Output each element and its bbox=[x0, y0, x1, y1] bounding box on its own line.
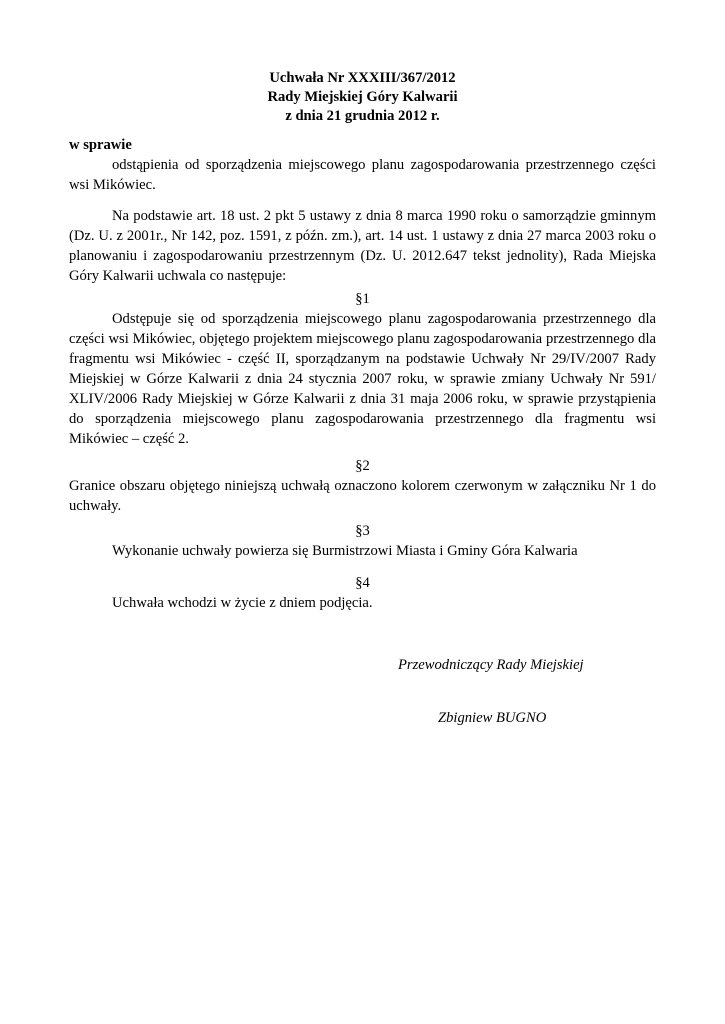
preamble: Na podstawie art. 18 ust. 2 pkt 5 ustawy z dnia 8 marca 1990 roku o samorządzie gminnym (Dz. U. z 2001r., Nr 142, poz. 1591, z późn. zm.), art. 14 ust. 1 ustawy z dnia 27 marca 2003 roku o planowaniu i zagospodarowaniu przestrzennym (Dz. U. 2012.647 tekst jednolity), Rada Miejska Góry Kalwarii uchwala co następuje: bbox=[69, 208, 656, 284]
subject-text: odstąpienia od sporządzenia miejscowego planu zagospodarowania przestrzennego części wsi Mikówiec. bbox=[69, 157, 656, 193]
section-2-mark: §2 bbox=[355, 458, 370, 474]
section-3-mark: §3 bbox=[355, 523, 370, 539]
resolution-council: Rady Miejskiej Góry Kalwarii bbox=[267, 89, 458, 105]
section-1-text: Odstępuje się od sporządzenia miejscowego planu zagospodarowania przestrzennego dla części wsi Mikówiec, objętego projektem miejscowego planu zagospodarowania przestrzennego dla fragmentu wsi Mikówiec - część II, sporządzanym na podstawie Uchwały Nr 29/IV/2007 Rady Miejskiej w Górze Kalwarii z dnia 24 stycznia 2007 roku, w sprawie zmiany Uchwały Nr 591/ XLIV/2006 Rady Miejskiej w Górze Kalwarii z dnia 31 maja 2006 roku, w sprawie przystąpienia do sporządzenia miejscowego planu zagospodarowania przestrzennego dla fragmentu wsi Mikówiec – część 2. bbox=[69, 311, 656, 447]
section-2-text: Granice obszaru objętego niniejszą uchwałą oznaczono kolorem czerwonym w załączniku Nr 1 do uchwały. bbox=[69, 478, 656, 514]
resolution-header bbox=[0, 69, 725, 126]
section-4-text: Uchwała wchodzi w życie z dniem podjęcia. bbox=[112, 595, 373, 611]
section-4-mark: §4 bbox=[355, 575, 370, 591]
section-1-mark: §1 bbox=[355, 291, 370, 307]
section-3-text: Wykonanie uchwały powierza się Burmistrzowi Miasta i Gminy Góra Kalwaria bbox=[112, 543, 578, 559]
resolution-date: z dnia 21 grudnia 2012 r. bbox=[285, 108, 440, 124]
signature-title: Przewodniczący Rady Miejskiej bbox=[398, 657, 584, 673]
signature-name: Zbigniew BUGNO bbox=[438, 710, 547, 726]
resolution-number: Uchwała Nr XXXIII/367/2012 bbox=[269, 70, 456, 86]
subject-label: w sprawie bbox=[69, 137, 132, 153]
